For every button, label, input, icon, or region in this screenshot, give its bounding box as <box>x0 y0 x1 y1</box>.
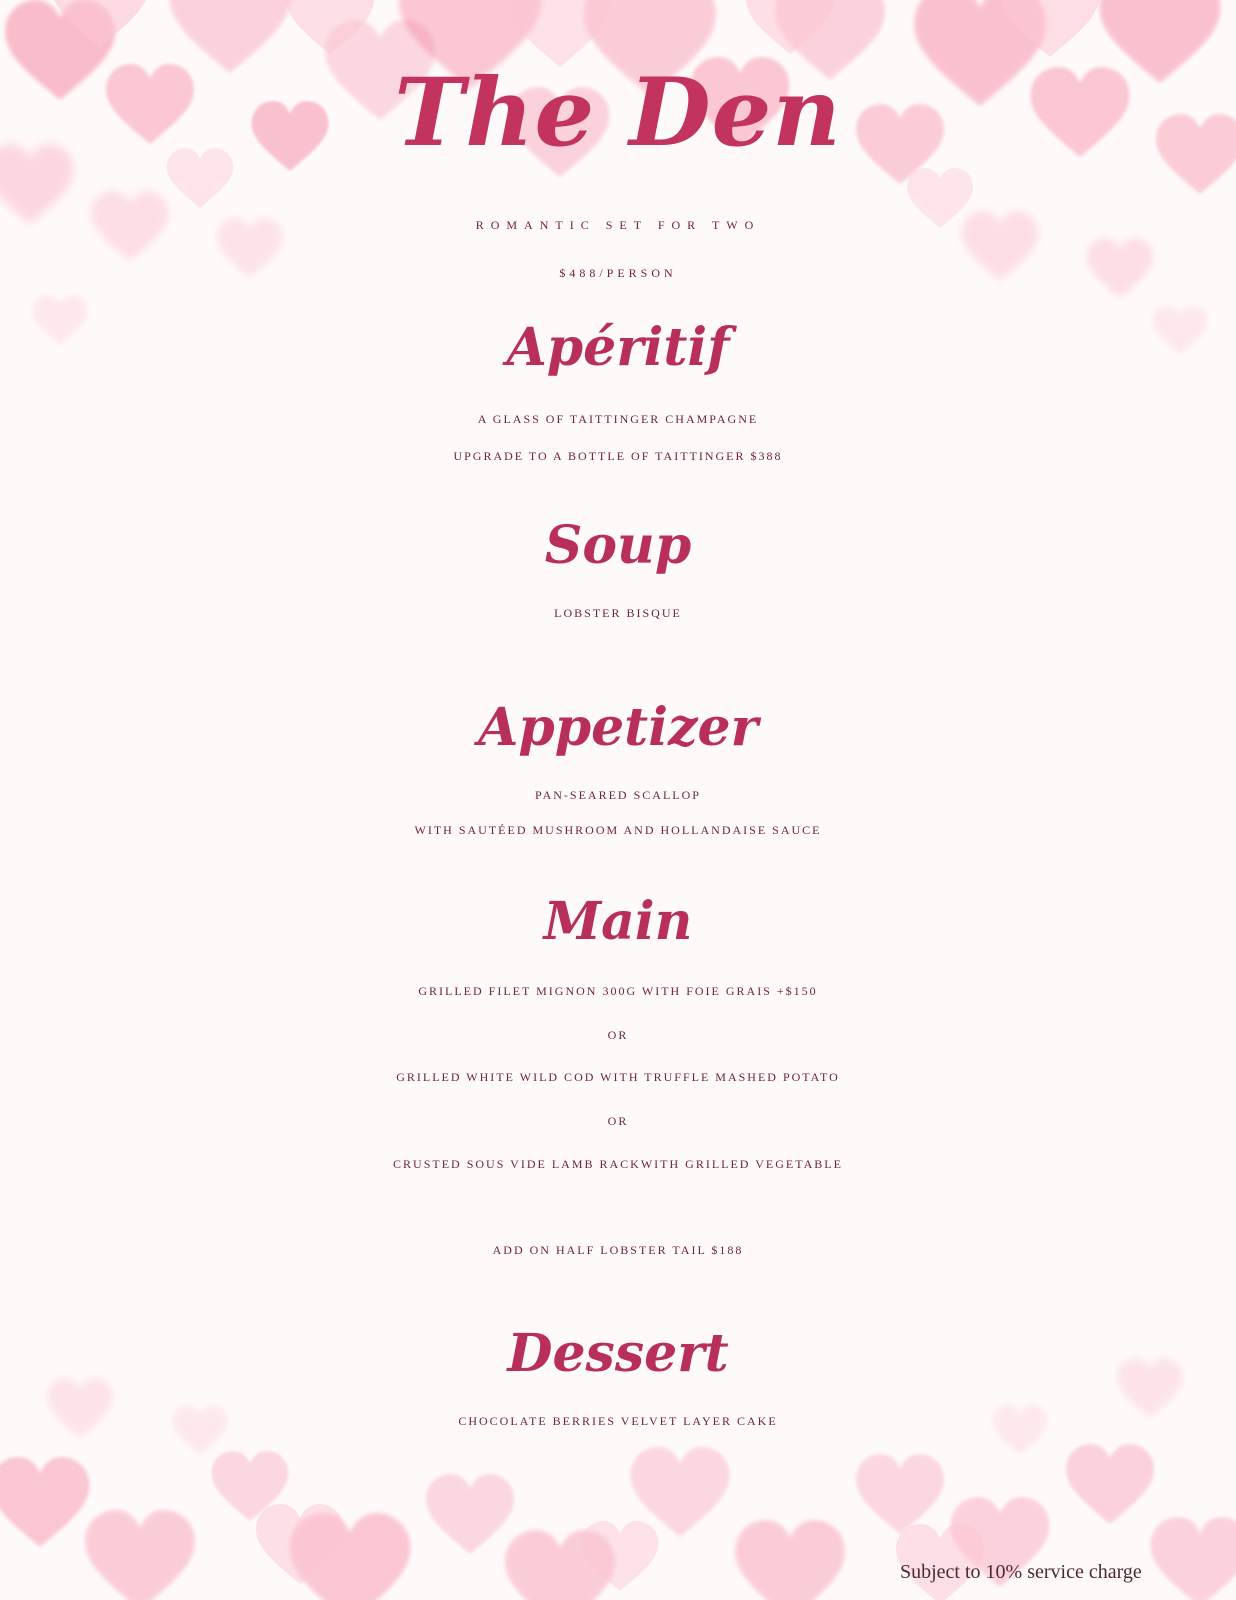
menu-item: CHOCOLATE BERRIES VELVET LAYER CAKE <box>458 1414 778 1428</box>
menu-item: WITH SAUTÉED MUSHROOM AND HOLLANDAISE SAUCE <box>414 823 822 837</box>
menu-item: UPGRADE TO A BOTTLE OF TAITTINGER $388 <box>453 449 783 463</box>
service-charge-note: Subject to 10% service charge <box>900 1561 1142 1583</box>
menu-item-add-on: ADD ON HALF LOBSTER TAIL $188 <box>492 1243 744 1257</box>
section-title-soup: Soup <box>544 515 692 576</box>
menu-item: A GLASS OF TAITTINGER CHAMPAGNE <box>477 412 759 426</box>
menu-item: LOBSTER BISQUE <box>554 606 682 620</box>
section-title-appetizer: Appetizer <box>478 697 758 758</box>
menu-item: OR <box>607 1028 629 1042</box>
menu-item: CRUSTED SOUS VIDE LAMB RACKWITH GRILLED VEGETABLE <box>393 1157 843 1171</box>
section-title-aperitif: Apéritif <box>506 317 730 378</box>
restaurant-name: The Den <box>394 58 842 168</box>
menu-item: GRILLED WHITE WILD COD WITH TRUFFLE MASHED POTATO <box>396 1070 840 1084</box>
section-title-main: Main <box>543 891 693 952</box>
menu-item: OR <box>607 1114 629 1128</box>
menu-item: PAN-SEARED SCALLOP <box>535 788 701 802</box>
set-title: ROMANTIC SET FOR TWO <box>475 218 761 232</box>
section-title-dessert: Dessert <box>507 1323 729 1384</box>
set-price: $488/PERSON <box>559 266 677 280</box>
menu-item: GRILLED FILET MIGNON 300G WITH FOIE GRAIS +$150 <box>418 984 818 998</box>
